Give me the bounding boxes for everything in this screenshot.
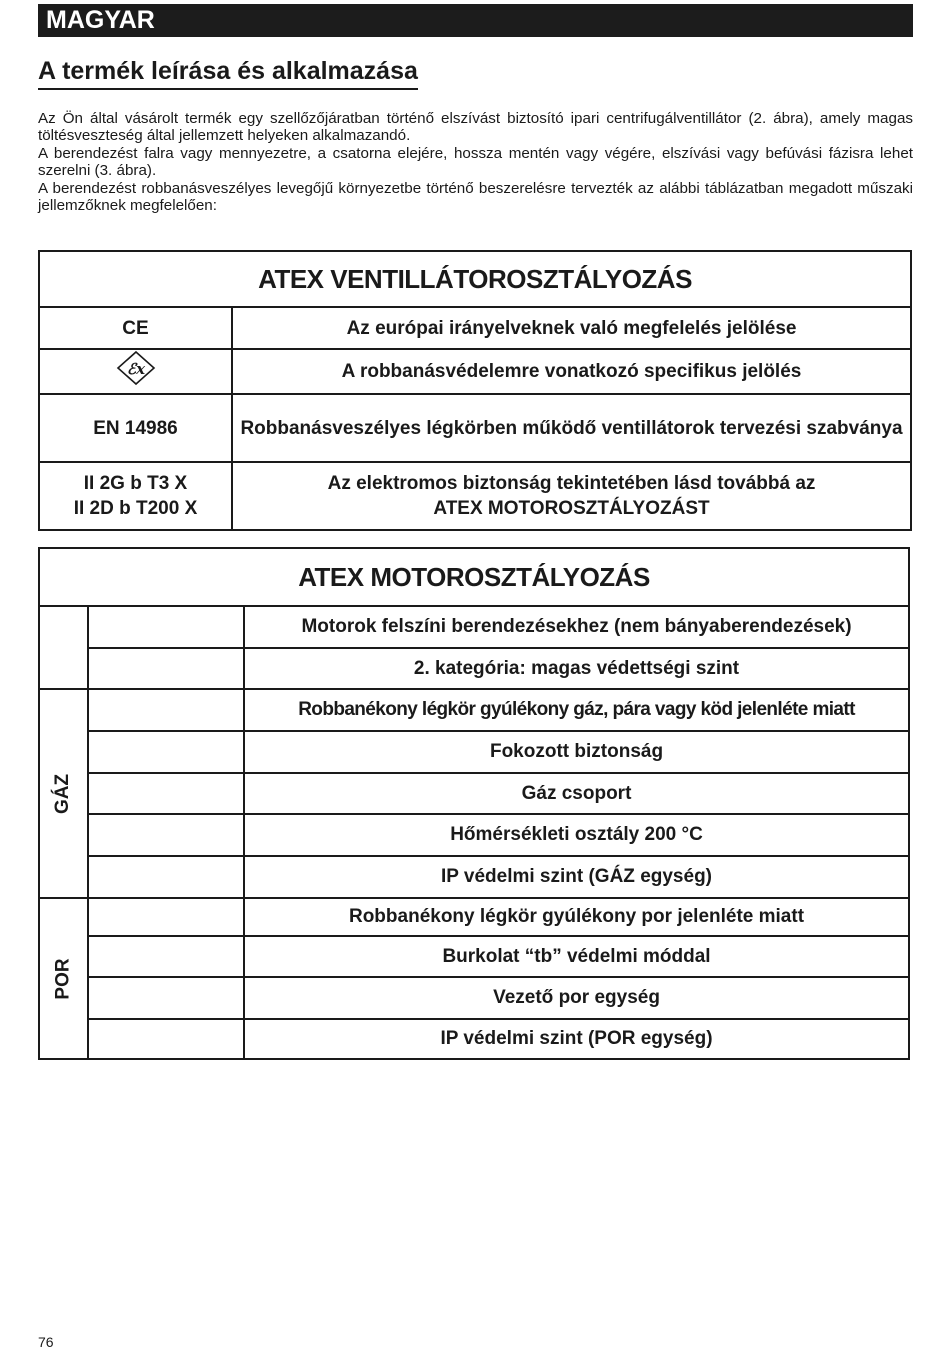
motor-value-cell [88, 606, 244, 648]
motor-row-description: Vezető por egység [244, 977, 909, 1019]
motor-row-description: Robbanékony légkör gyúlékony gáz, pára vagy köd jelenléte miatt [244, 689, 909, 731]
page-number: 76 [38, 1334, 54, 1350]
motor-value-cell [88, 898, 244, 936]
fan-row-description [232, 462, 911, 530]
section-title: A termék leírása és alkalmazása [38, 54, 418, 90]
fan-row-code: CE [39, 307, 232, 349]
intro-paragraph: Az Ön által vásárolt termék egy szellőzőjáratban történő elszívást biztosító ipari centrifugálventillátor (2. ábra), amely magas töltésveszteség által jellemzett helyeken alkalmazandó. [38, 110, 913, 145]
fan-row-code [39, 462, 232, 530]
motor-value-cell [88, 814, 244, 856]
ex-atex-icon [116, 350, 156, 393]
intro-paragraph: A berendezést robbanásveszélyes levegőjű környezetbe történő beszerelésre tervezték az alábbi táblázatban megadott műszaki jellemzőknek megfelelően: [38, 179, 913, 215]
motor-row-description: Burkolat “tb” védelmi móddal [244, 936, 909, 977]
motor-row-description: Gáz csoport [244, 773, 909, 814]
motor-row-description: Fokozott biztonság [244, 731, 909, 773]
fan-code-dust: II 2D b T200 X [73, 498, 198, 519]
general-group-label [39, 606, 88, 689]
motor-table-title: ATEX MOTOROSZTÁLYOZÁS [39, 548, 909, 606]
intro-paragraph: A berendezést falra vagy mennyezetre, a csatorna elejére, hossza mentén vagy végére, elszívási vagy befúvási fázisra lehet szerelni (3. ábra). [38, 144, 913, 180]
fan-description-line: Az elektromos biztonság tekintetében lásd továbbá az [327, 473, 816, 494]
fan-row-description: A robbanásvédelemre vonatkozó specifikus jelölés [232, 349, 911, 394]
fan-table-title: ATEX VENTILLÁTOROSZTÁLYOZÁS [39, 251, 911, 307]
fan-description-line: ATEX MOTOROSZTÁLYOZÁST [433, 498, 710, 519]
atex-motor-classification-table [38, 547, 910, 1060]
gas-group-label [39, 689, 88, 898]
motor-value-cell [88, 731, 244, 773]
fan-row-code: EN 14986 [39, 394, 232, 462]
motor-row-description: Motorok felszíni berendezésekhez (nem bányaberendezések) [244, 606, 909, 648]
intro-text [38, 110, 913, 214]
motor-value-cell [88, 856, 244, 898]
motor-value-cell [88, 648, 244, 689]
fan-code-gas: II 2G b T3 X [83, 473, 188, 494]
fan-row-code [39, 349, 232, 394]
motor-value-cell [88, 977, 244, 1019]
atex-fan-classification-table [38, 250, 912, 531]
gas-label-text: GÁZ [52, 773, 74, 814]
fan-row-description: Robbanásveszélyes légkörben működő ventillátorok tervezési szabványa [232, 394, 911, 462]
motor-value-cell [88, 689, 244, 731]
motor-row-description: IP védelmi szint (GÁZ egység) [244, 856, 909, 898]
motor-row-description: 2. kategória: magas védettségi szint [244, 648, 909, 689]
dust-group-label [39, 898, 88, 1059]
fan-row-description: Az európai irányelveknek való megfelelés jelölése [232, 307, 911, 349]
dust-label-text: POR [52, 957, 74, 1000]
motor-row-description: Hőmérsékleti osztály 200 °C [244, 814, 909, 856]
language-header: MAGYAR [38, 4, 913, 37]
motor-value-cell [88, 773, 244, 814]
motor-value-cell [88, 1019, 244, 1059]
motor-row-description: IP védelmi szint (POR egység) [244, 1019, 909, 1059]
motor-row-description: Robbanékony légkör gyúlékony por jelenléte miatt [244, 898, 909, 936]
motor-value-cell [88, 936, 244, 977]
svg-text:ℰx: ℰx [126, 360, 145, 378]
